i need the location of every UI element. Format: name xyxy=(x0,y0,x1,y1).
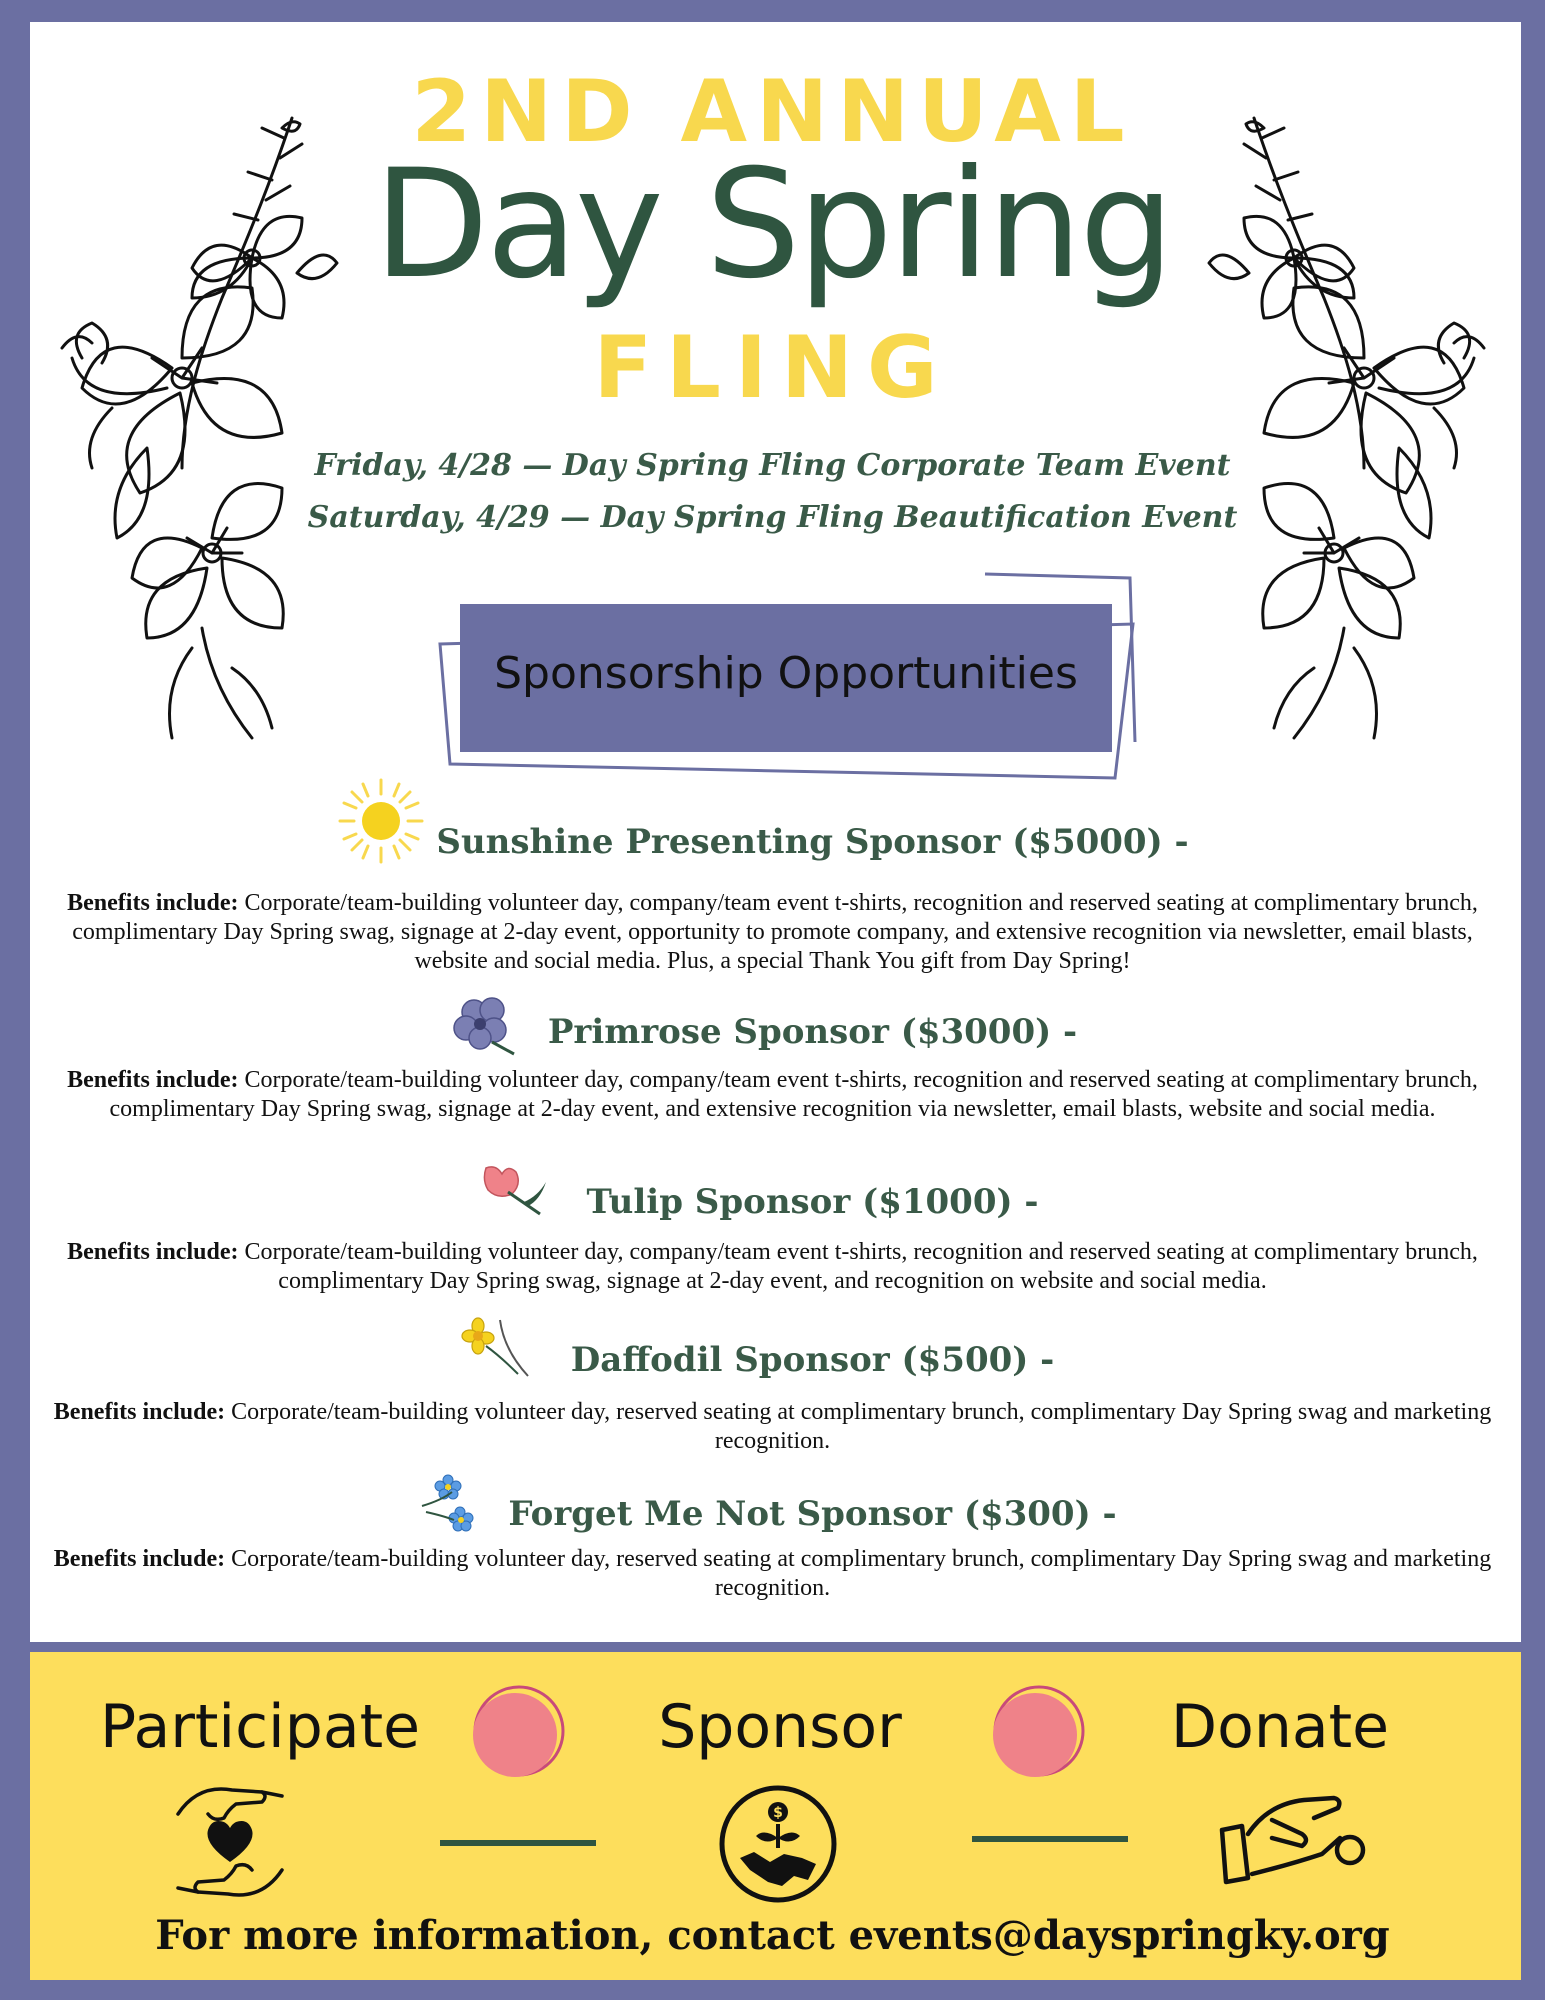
event-date-saturday: Saturday, 4/29 — Day Spring Fling Beautification Event xyxy=(307,500,1238,535)
tier-tulip-benefits xyxy=(60,1238,1485,1296)
event-subtitle: FLING xyxy=(593,318,952,418)
benefits-text: Corporate/team-building volunteer day, reserved seating at complimentary brunch, complimentary Day Spring swag and marketing recognition. xyxy=(231,1546,1492,1601)
tier-forget-me-not-title: Forget Me Not Sponsor ($300) - xyxy=(508,1494,1117,1534)
tier-primrose-title: Primrose Sponsor ($3000) - xyxy=(547,1012,1078,1052)
benefits-text: Corporate/team-building volunteer day, company/team event t-shirts, recognition and reserved seating at complimentary brunch, complimentary Day Spring swag, signage at 2-day event, and recognition on website and social media. xyxy=(244,1239,1478,1294)
annual-heading: 2ND ANNUAL xyxy=(411,62,1134,162)
tier-sunshine-title: Sunshine Presenting Sponsor ($5000) - xyxy=(436,822,1189,862)
sponsorship-heading: Sponsorship Opportunities xyxy=(494,648,1078,699)
cta-donate: Donate xyxy=(1170,1692,1390,1762)
tier-primrose-benefits xyxy=(60,1066,1485,1124)
event-date-friday: Friday, 4/28 — Day Spring Fling Corporate Team Event xyxy=(314,448,1231,483)
tier-daffodil-benefits xyxy=(30,1398,1515,1456)
benefits-label: Benefits include: xyxy=(67,1067,239,1093)
benefits-label: Benefits include: xyxy=(53,1399,226,1425)
benefits-text: Corporate/team-building volunteer day, reserved seating at complimentary brunch, complimentary Day Spring swag and marketing recognition. xyxy=(231,1399,1492,1454)
benefits-label: Benefits include: xyxy=(53,1546,226,1572)
svg-text:$: $ xyxy=(773,1805,783,1821)
cta-participate: Participate xyxy=(99,1692,421,1762)
pink-dot-left xyxy=(464,1680,570,1786)
benefits-label: Benefits include: xyxy=(67,1239,239,1265)
benefits-text: Corporate/team-building volunteer day, company/team event t-shirts, recognition and reserved seating at complimentary brunch, complimentary Day Spring swag, signage at 2-day event, and extensive recognition via newsletter, email blasts, website and social media. xyxy=(109,1067,1478,1122)
hand-coin-icon xyxy=(1212,1790,1372,1890)
tier-forget-me-not-benefits xyxy=(30,1545,1515,1603)
divider-right xyxy=(972,1836,1128,1842)
tier-daffodil-title: Daffodil Sponsor ($500) - xyxy=(570,1340,1055,1380)
event-title: Day Spring xyxy=(373,138,1172,312)
contact-info: For more information, contact events@dayspringky.org xyxy=(155,1912,1390,1959)
cta-sponsor: Sponsor xyxy=(658,1692,902,1762)
benefits-text: Corporate/team-building volunteer day, company/team event t-shirts, recognition and reserved seating at complimentary brunch, complimentary Day Spring swag, signage at 2-day event, opportunity to promote company, and extensive recognition via newsletter, email blasts, website and social media. Plus, a special Thank You gift from Day Spring! xyxy=(72,890,1478,974)
hands-heart-icon xyxy=(170,1770,290,1906)
handshake-money-icon xyxy=(716,1782,840,1906)
tier-tulip-title: Tulip Sponsor ($1000) - xyxy=(586,1182,1039,1222)
benefits-label: Benefits include: xyxy=(67,890,239,916)
pink-dot-right xyxy=(984,1680,1090,1786)
tier-sunshine-benefits xyxy=(50,889,1495,976)
divider-left xyxy=(440,1840,596,1846)
